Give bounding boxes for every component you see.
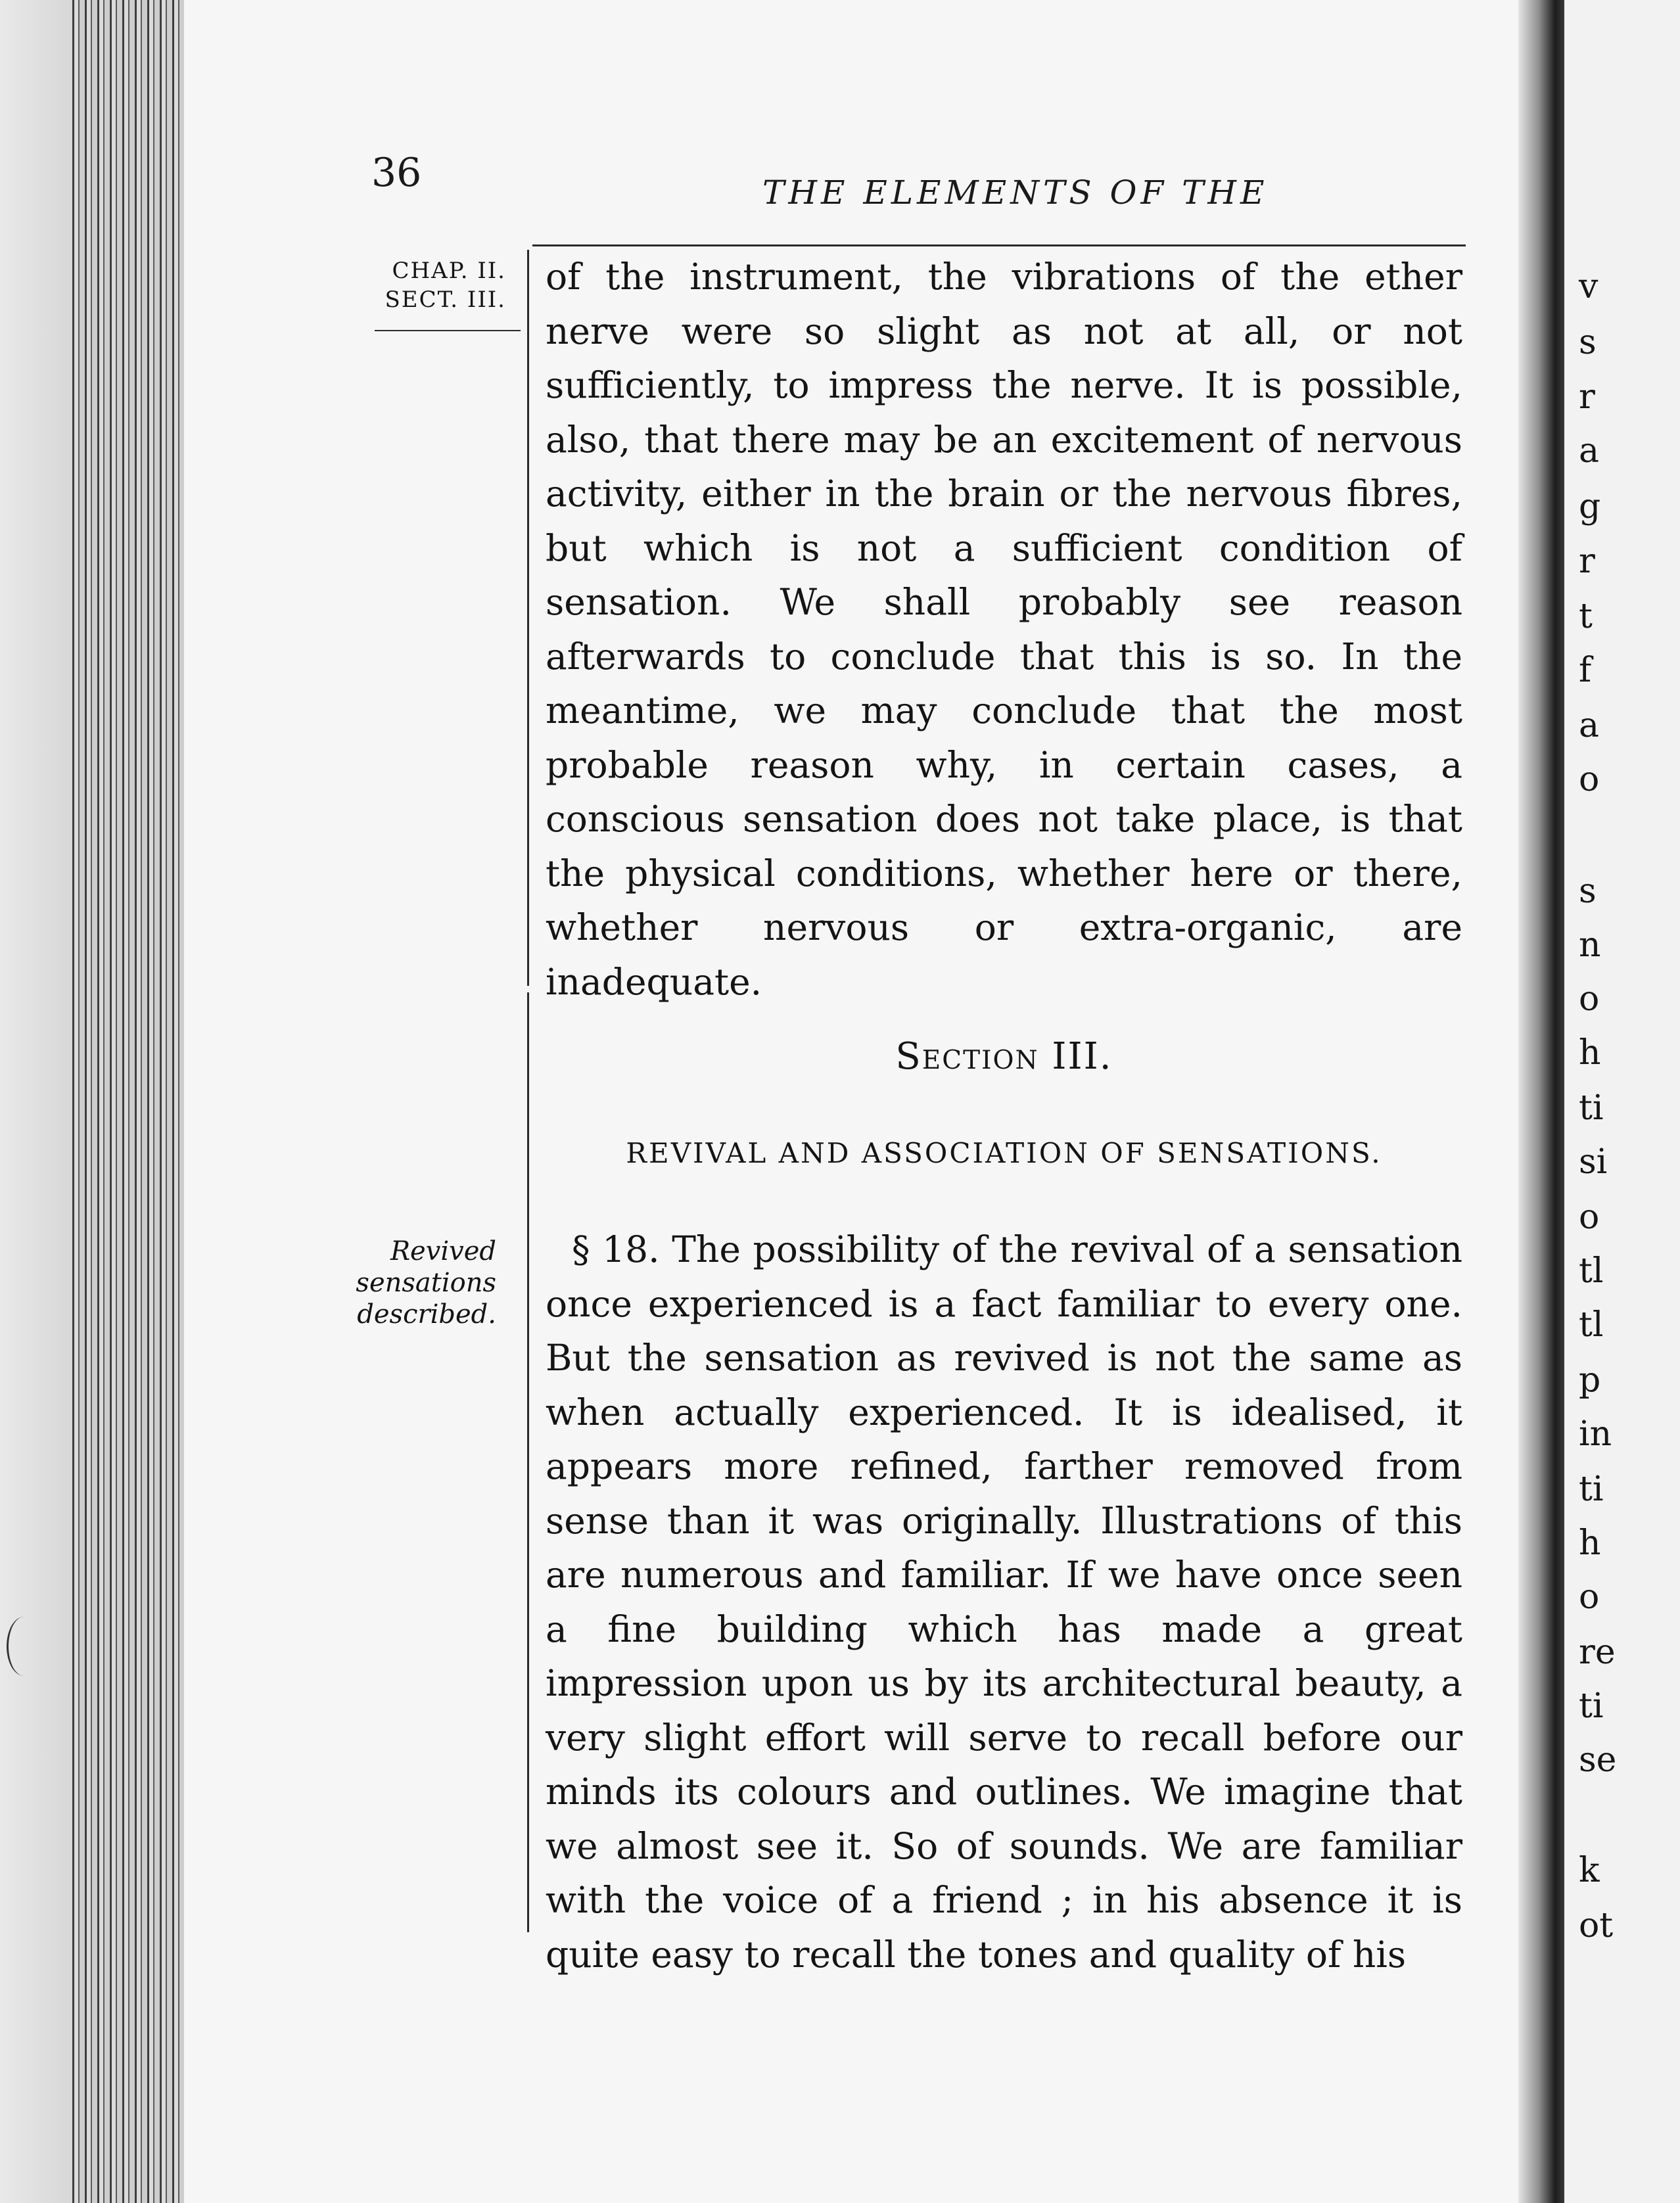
adjacent-fragment: s xyxy=(1579,323,1597,362)
adjacent-fragment: o xyxy=(1579,760,1600,799)
adjacent-fragment: re xyxy=(1579,1633,1616,1672)
adjacent-fragment: a xyxy=(1579,706,1600,745)
adjacent-fragment: g xyxy=(1579,487,1601,526)
adjacent-fragment: ti xyxy=(1579,1470,1604,1509)
adjacent-fragment: r xyxy=(1579,542,1595,581)
scan-artifact-mark xyxy=(7,1617,41,1676)
adjacent-fragment: o xyxy=(1579,1577,1600,1617)
section-subheading: REVIVAL AND ASSOCIATION OF SENSATIONS. xyxy=(626,1137,1382,1169)
body-text-lower xyxy=(546,1222,1462,1982)
chapter-rule xyxy=(375,330,521,331)
adjacent-fragment: k xyxy=(1579,1851,1600,1890)
adjacent-fragment: f xyxy=(1579,651,1592,690)
adjacent-page xyxy=(1564,0,1680,2203)
adjacent-fragment: ti xyxy=(1579,1088,1604,1128)
adjacent-fragment: o xyxy=(1579,1197,1600,1237)
body-text-upper xyxy=(546,250,1462,1009)
adjacent-fragment: h xyxy=(1579,1523,1601,1563)
paragraph: of the instrument, the vibrations of the ether nerve were so slight as not at all, or not sufficiently, to impress the nerve. It is possible, also, that there may be an excitement of nervous activity, either in the brain or the nervous fibres, but which is not a sufficient condition of sensation. We shall probably see reason afterwards to conclude that this is so. In the meantime, we may conclude that the most probable reason why, in certain cases, a conscious sensation does not take place, is that the physical conditions, whether here or there, whether nervous or extra-organic, are inadequate. xyxy=(546,256,1462,1003)
book-gutter xyxy=(1518,0,1564,2203)
adjacent-fragment: a xyxy=(1579,431,1600,471)
adjacent-fragment: v xyxy=(1579,267,1598,306)
section-label: SECT. III. xyxy=(385,287,506,313)
paragraph: § 18. The possibility of the revival of a sensation once experienced is a fact familiar to every one. But the sensation as revived is not the same as when actually experienced. It is idealised, it appears more refined, farther removed from sense than it was originally. Illustrations of this are numerous and familiar. If we have once seen a fine building which has made a great impression upon us by its architectural beauty, a very slight effort will serve to recall before our minds its colours and outlines. We imagine that we almost see it. So of sounds. We are familiar with the voice of a friend ; in his absence it is quite easy to recall the tones and quality of his xyxy=(546,1228,1462,1976)
adjacent-fragment: in xyxy=(1579,1414,1612,1454)
running-head: THE ELEMENTS OF THE xyxy=(762,174,1269,212)
adjacent-fragment: tl xyxy=(1579,1305,1604,1345)
chapter-section-label xyxy=(375,256,506,314)
adjacent-fragment: ti xyxy=(1579,1686,1604,1726)
adjacent-fragment: r xyxy=(1579,377,1595,417)
side-note-line: sensations xyxy=(356,1268,496,1298)
margin-rule-top xyxy=(527,250,529,986)
adjacent-fragment: si xyxy=(1579,1142,1608,1182)
side-note-line: Revived xyxy=(390,1236,496,1266)
adjacent-fragment: tl xyxy=(1579,1251,1604,1291)
adjacent-fragment: s xyxy=(1579,871,1597,911)
adjacent-fragment: p xyxy=(1579,1360,1601,1400)
adjacent-fragment: t xyxy=(1579,597,1593,636)
side-note-line: described. xyxy=(357,1299,496,1330)
adjacent-fragment: n xyxy=(1579,925,1601,965)
book-edge-shadow xyxy=(0,0,72,2203)
margin-rule-bottom xyxy=(527,992,529,1932)
section-heading: Section III. xyxy=(895,1035,1113,1078)
adjacent-fragment: ot xyxy=(1579,1906,1614,1945)
header-rule xyxy=(532,244,1466,246)
chapter-label: CHAP. II. xyxy=(392,258,506,284)
adjacent-fragment: o xyxy=(1579,979,1600,1019)
page-number: 36 xyxy=(371,150,422,196)
adjacent-fragment: se xyxy=(1579,1740,1617,1780)
adjacent-fragment: h xyxy=(1579,1033,1601,1073)
side-note xyxy=(352,1236,496,1330)
page-edges xyxy=(72,0,184,2203)
